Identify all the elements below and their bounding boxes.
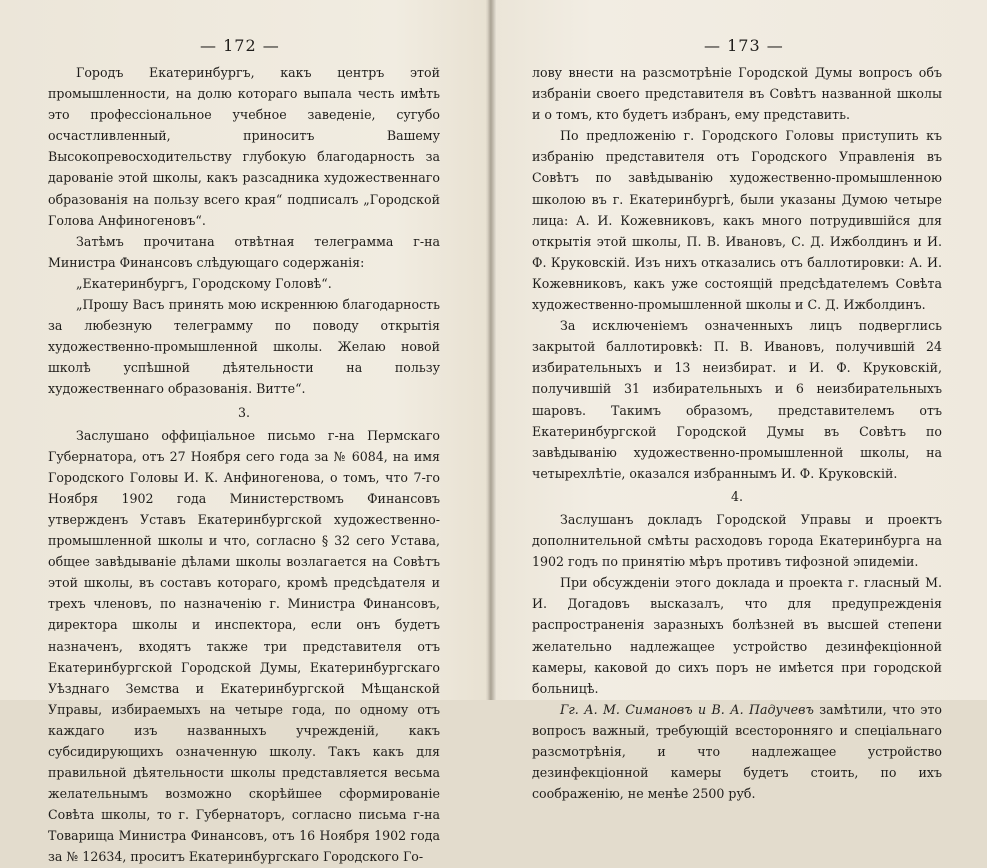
- section-number: 4.: [730, 488, 744, 504]
- paragraph: Затѣмъ прочитана отвѣтная телеграмма г-на Министра Финансовъ слѣдующаго содержанія:: [48, 233, 440, 270]
- section-number: 3.: [237, 404, 251, 420]
- paragraph-text: замѣтили, что это вопросъ важный, требующій всесторонняго и спеціальнаго разсмотрѣнія, и что надлежащее устройство дезинфекціонной камеры будетъ стоить, по ихъ соображенію, не менѣе 2500 руб.: [532, 701, 943, 802]
- page-body: [532, 62, 942, 804]
- paragraph: При обсужденіи этого доклада и проекта г. гласный М. И. Догадовъ высказалъ, что для предупрежденія распространенія заразныхъ болѣзней въ высшей степени желательно надлежащее устройство дезинфекціонной камеры, каковой до сихъ поръ не имѣется при городской больницѣ.: [532, 575, 942, 696]
- paragraph: Городъ Екатеринбургъ, какъ центръ этой промышленности, на долю котораго выпала честь имѣть это профессіональное учебное заведеніе, сугубо осчастливленный, приноситъ Вашему Высокопревосходительству глубокую благодарность за дарованіе этой школы, какъ разсадника художественнаго образованія на пользу всего края“ подписалъ „Городской Голова Анфиногеновъ“.: [48, 65, 440, 228]
- paragraph: За исключеніемъ означенныхъ лицъ подверглись закрытой баллотировкѣ: П. В. Ивановъ, получившій 24 избирательныхъ и 13 неизбират. и И. Ф. Круковскій, получившій 31 избирательныхъ и 6 неизбирательныхъ шаровъ. Такимъ образомъ, представителемъ отъ Екатеринбургской Городской Думы въ Совѣтъ по завѣдыванію художественно-промышленной школы, на четырехлѣтіе, оказался избраннымъ И. Ф. Круковскій.: [532, 318, 942, 481]
- page-body: [48, 62, 440, 868]
- paragraph: Заслушано оффиціальное письмо г-на Пермскаго Губернатора, отъ 27 Ноября сего года за № 6084, на имя Городского Головы И. К. Анфиногенова, о томъ, что 7-го Ноября 1902 года Министерствомъ Финансовъ утвержденъ Уставъ Екатеринбургской художественно-промышленной школы и что, согласно § 32 сего Устава, общее завѣдываніе дѣлами школы возлагается на Совѣтъ этой школы, въ составъ котораго, кромѣ предсѣдателя и трехъ членовъ, по назначенію г. Министра Финансовъ, директора школы и инспектора, если онъ будетъ назначенъ, входятъ также три представителя отъ Екатеринбургской Городской Думы, Екатеринбургскаго Уѣзднаго Земства и Екатеринбургской Мѣщанской Управы, избираемыхъ на четыре года, по одному отъ каждаго изъ названныхъ учрежденій, какъ субсидирующихъ означенную школу. Такъ какъ для правильной дѣятельности школы представляется весьма желательнымъ возможно скорѣйшее сформированіе Совѣта школы, то г. Губернаторъ, согласно письма г-на Товарища Министра Финансовъ, отъ 16 Ноября 1902 года за № 12634, проситъ Екатеринбургскаго Городского Го-: [48, 427, 440, 865]
- paragraph: [532, 699, 942, 804]
- page-number: — 173 —: [704, 36, 784, 55]
- speaker-names: Гг. А. М. Симановъ и В. А. Падучевъ: [560, 701, 814, 717]
- paragraph: „Екатеринбургъ, Городскому Головѣ“.: [76, 275, 332, 291]
- right-page: [494, 0, 987, 802]
- page-number: — 172 —: [200, 36, 280, 55]
- paragraph: Заслушанъ докладъ Городской Управы и проектъ дополнительной смѣты расходовъ города Екатеринбурга на 1902 годъ по принятію мѣръ противъ тифозной эпидеміи.: [532, 511, 942, 570]
- left-page: [0, 0, 490, 865]
- paragraph: По предложенію г. Городского Головы приступить къ избранію представителя отъ Городского Управленія въ Совѣтъ по завѣдыванію художественно-промышленною школою въ г. Екатеринбургѣ, были указаны Думою четыре лица: А. И. Кожевниковъ, какъ много потрудившійся для открытія этой школы, П. В. Ивановъ, С. Д. Ижболдинъ и И. Ф. Круковскій. Изъ нихъ отказались отъ баллотировки: А. И. Кожевниковъ, какъ уже состоящій предсѣдателемъ Совѣта художественно-промышленной школы и С. Д. Ижболдинъ.: [532, 128, 942, 313]
- paragraph: лову внести на разсмотрѣніе Городской Думы вопросъ объ избраніи своего представителя въ Совѣтъ названной школы и о томъ, кто будетъ избранъ, ему представить.: [532, 65, 942, 123]
- paragraph: „Прошу Васъ принять мою искреннюю благодарность за любезную телеграмму по поводу открытія художественно-промышленной школы. Желаю новой школѣ успѣшной дѣятельности на пользу художественнаго образованія. Витте“.: [48, 297, 440, 397]
